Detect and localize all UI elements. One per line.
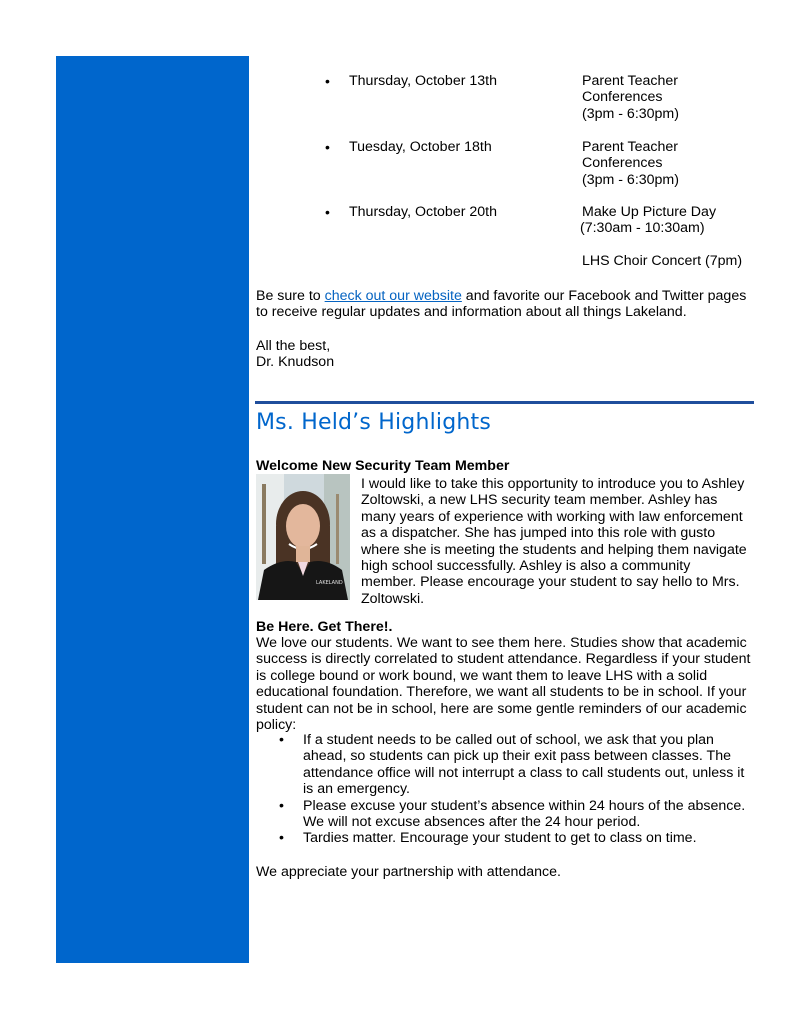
- bullet-icon: •: [325, 139, 330, 155]
- website-paragraph: Be sure to check out our website and favorite our Facebook and Twitter pages to receive regular updates and information about all things Lakeland.: [256, 288, 747, 321]
- section-title: Ms. Held’s Highlights: [256, 410, 492, 435]
- bullet-icon: •: [325, 73, 330, 89]
- website-link[interactable]: check out our website: [324, 288, 462, 304]
- section-divider: [255, 401, 754, 404]
- attendance-reminders: [256, 732, 756, 847]
- signoff: All the best, Dr. Knudson: [256, 338, 335, 371]
- bullet-icon: •: [325, 204, 330, 220]
- attendance-paragraph: We love our students. We want to see them here. Studies show that academic success is directly correlated to student attendance. Regardless if your student is college bound or work bound, we want them to leave LHS with a solid educational foundation. Therefore, we want all students to be in school. If your student can not be in school, here are some gentle reminders of our academic policy:: [256, 635, 751, 734]
- sidebar-band: [56, 56, 249, 963]
- event-description: Parent Teacher Conferences (3pm - 6:30pm): [582, 139, 679, 188]
- event-date: Thursday, October 13th: [349, 73, 497, 89]
- staff-photo: [256, 474, 350, 600]
- event-date: Thursday, October 20th: [349, 204, 497, 220]
- shirt-logo: LAKELAND: [316, 580, 343, 586]
- attendance-heading: Be Here. Get There!.: [256, 619, 393, 635]
- list-item: • Please excuse your student’s absence within 24 hours of the absence. We will not excuse absences after the 24 hour period.: [256, 798, 756, 831]
- event-description: Parent Teacher Conferences (3pm - 6:30pm): [582, 73, 679, 122]
- security-paragraph: I would like to take this opportunity to introduce you to Ashley Zoltowski, a new LHS security team member. Ashley has many years of experience with working with law enforcement as a dispatcher. She has jumped into this role with gusto where she is meeting the students and helping them navigate high school successfully. Ashley is also a community member. Please encourage your student to say hello to Mrs. Zoltowski.: [361, 476, 747, 607]
- attendance-closing: We appreciate your partnership with attendance.: [256, 864, 561, 880]
- list-item: • Tardies matter. Encourage your student to get to class on time.: [256, 830, 756, 846]
- list-item: • If a student needs to be called out of school, we ask that you plan ahead, so students can pick up their exit pass between classes. The attendance office will not interrupt a class to call students out, unless it is an emergency.: [256, 732, 756, 798]
- security-heading: Welcome New Security Team Member: [256, 458, 510, 474]
- event-date: Tuesday, October 18th: [349, 139, 492, 155]
- event-description: Make Up Picture Day (7:30am - 10:30am): [580, 204, 717, 237]
- choir-concert-event: LHS Choir Concert (7pm): [582, 253, 743, 269]
